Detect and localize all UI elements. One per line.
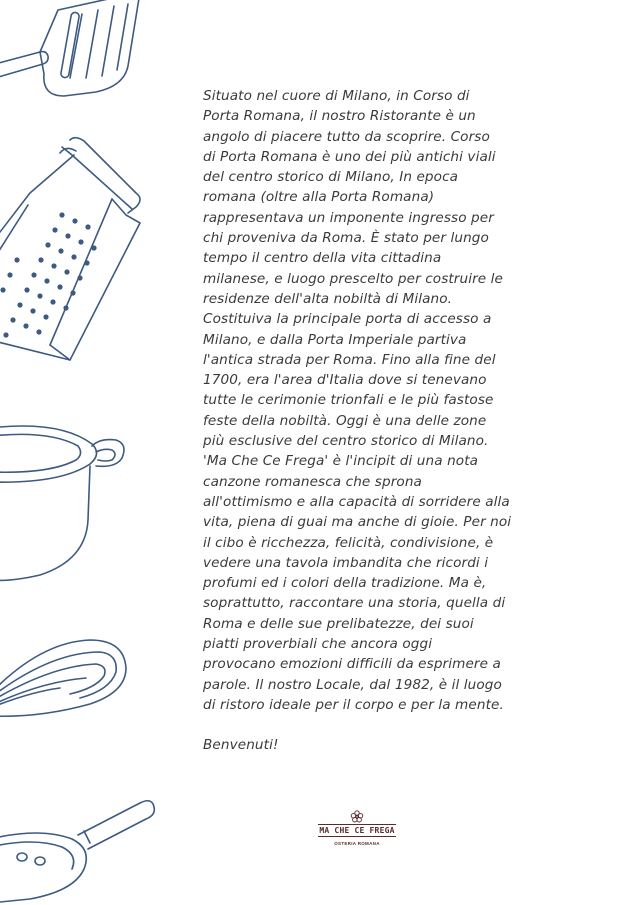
- text-line: parole. Il nostro Locale, dal 1982, è il luogo: [203, 676, 502, 693]
- text-line: più esclusive del centro storico di Milano.: [203, 433, 489, 450]
- text-line: Costituiva la principale porta di accesso a: [203, 311, 492, 328]
- kitchen-illustrations: [0, 0, 170, 905]
- spatula-icon: [0, 0, 170, 100]
- text-line: il cibo è ricchezza, felicità, condivisione, è: [203, 534, 494, 551]
- text-line: 'Ma Che Ce Frega' è l'incipit di una nota: [203, 453, 479, 470]
- intro-text: [203, 86, 512, 756]
- text-line: tutte le cerimonie trionfali e le più fastose: [203, 392, 494, 409]
- logo-name: MA CHE CE FREGA: [319, 826, 395, 835]
- text-line: vedere una tavola imbandita che ricordi i: [203, 554, 489, 571]
- closing-greeting: Benvenuti!: [203, 737, 279, 754]
- text-line: feste della nobiltà. Oggi è una delle zone: [203, 412, 487, 429]
- text-line: all'ottimismo e alla capacità di sorridere alla: [203, 493, 510, 510]
- text-line: piatti proverbiali che ancora oggi: [203, 636, 433, 653]
- text-line: rappresentava un imponente ingresso per: [203, 209, 494, 226]
- text-line: residenze dell'alta nobiltà di Milano.: [203, 290, 453, 307]
- restaurant-logo: [317, 810, 397, 855]
- pot-icon: [0, 410, 170, 590]
- frying-pan-icon: [0, 795, 170, 905]
- text-line: Roma e delle sue prelibatezze, dei suoi: [203, 615, 474, 632]
- logo-subtitle: OSTERIA ROMANA: [334, 841, 380, 846]
- text-line: soprattutto, raccontare una storia, quella di: [203, 595, 506, 612]
- text-line: del centro storico di Milano, In epoca: [203, 169, 459, 186]
- text-line: profumi ed i colori della tradizione. Ma è,: [203, 575, 487, 592]
- text-line: milanese, e luogo prescelto per costruire le: [203, 270, 503, 287]
- text-line: l'antica strada per Roma. Fino alla fine del: [203, 351, 496, 368]
- flower-icon: [350, 810, 364, 823]
- text-line: tempo il centro della vita cittadina: [203, 250, 442, 267]
- text-line: di ristoro ideale per il corpo e per la mente.: [203, 696, 504, 713]
- whisk-icon: [0, 632, 170, 732]
- text-line: canzone romanesca che sprona: [203, 473, 422, 490]
- text-line: angolo di piacere tutto da scoprire. Corso: [203, 128, 490, 145]
- text-line: vita, piena di guai ma anche di gioie. Per noi: [203, 514, 512, 531]
- text-line: 1700, era l'area d'Italia dove si tenevano: [203, 372, 487, 389]
- text-line: romana (oltre alla Porta Romana): [203, 189, 435, 206]
- text-line: di Porta Romana è uno dei più antichi viali: [203, 148, 496, 165]
- grater-icon: [0, 135, 170, 365]
- text-line: Porta Romana, il nostro Ristorante è un: [203, 108, 476, 125]
- text-line: provocano emozioni difficili da esprimere a: [203, 656, 501, 673]
- text-line: Situato nel cuore di Milano, in Corso di: [203, 88, 470, 104]
- text-line: chi proveniva da Roma. È stato per lungo: [203, 230, 489, 247]
- text-line: Milano, e dalla Porta Imperiale partiva: [203, 331, 467, 348]
